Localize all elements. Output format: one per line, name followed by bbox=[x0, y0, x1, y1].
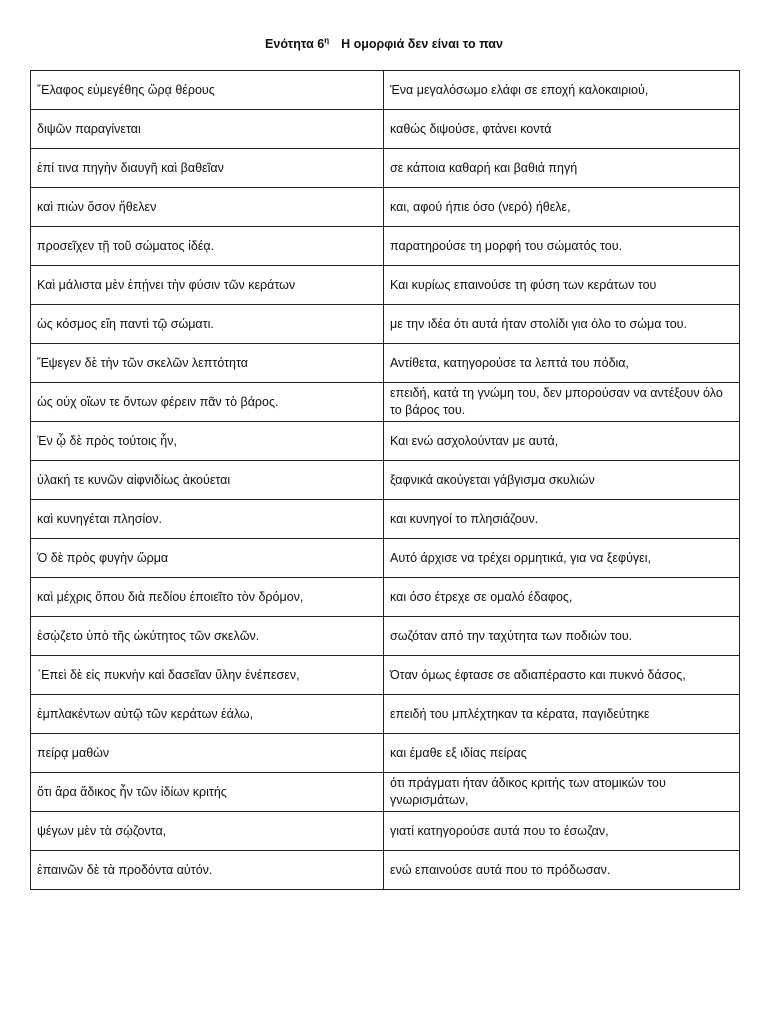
ancient-text-cell: ἐπαινῶν δὲ τὰ προδόντα αὐτόν. bbox=[31, 851, 384, 890]
modern-translation-cell: Αντίθετα, κατηγορούσε τα λεπτά του πόδια, bbox=[384, 344, 740, 383]
ancient-text-cell: καὶ μέχρις ὅπου διὰ πεδίου ἐποιεῖτο τὸν δρόμον, bbox=[31, 578, 384, 617]
modern-translation-cell: και έμαθε εξ ιδίας πείρας bbox=[384, 734, 740, 773]
modern-translation-cell: Και κυρίως επαινούσε τη φύση των κεράτων του bbox=[384, 266, 740, 305]
table-row bbox=[31, 227, 740, 266]
ancient-text-cell: ἐπί τινα πηγὴν διαυγῆ καὶ βαθεῖαν bbox=[31, 149, 384, 188]
table-row bbox=[31, 422, 740, 461]
table-row bbox=[31, 695, 740, 734]
table-row bbox=[31, 266, 740, 305]
table-row bbox=[31, 110, 740, 149]
ancient-text-cell: Ἔψεγεν δὲ τὴν τῶν σκελῶν λεπτότητα bbox=[31, 344, 384, 383]
modern-translation-cell: γιατί κατηγορούσε αυτά που το έσωζαν, bbox=[384, 812, 740, 851]
table-row bbox=[31, 383, 740, 422]
modern-translation-cell: ότι πράγματι ήταν άδικος κριτής των ατομικών του γνωρισμάτων, bbox=[384, 773, 740, 812]
ancient-text-cell: ὡς οὐχ οἵων τε ὄντων φέρειν πᾶν τὸ βάρος. bbox=[31, 383, 384, 422]
modern-translation-cell: και όσο έτρεχε σε ομαλό έδαφος, bbox=[384, 578, 740, 617]
ancient-text-cell: ὡς κόσμος εἴη παντὶ τῷ σώματι. bbox=[31, 305, 384, 344]
table-row bbox=[31, 461, 740, 500]
ancient-text-cell: ψέγων μὲν τὰ σῴζοντα, bbox=[31, 812, 384, 851]
ancient-text-cell: ὑλακή τε κυνῶν αἰφνιδίως ἀκούεται bbox=[31, 461, 384, 500]
ancient-text-cell: ἐμπλακέντων αὐτῷ τῶν κεράτων ἑάλω, bbox=[31, 695, 384, 734]
modern-translation-cell: επειδή, κατά τη γνώμη του, δεν μπορούσαν να αντέξουν όλο το βάρος του. bbox=[384, 383, 740, 422]
table-row bbox=[31, 812, 740, 851]
modern-translation-cell: Ένα μεγαλόσωμο ελάφι σε εποχή καλοκαιριού, bbox=[384, 71, 740, 110]
table-row bbox=[31, 188, 740, 227]
ancient-text-cell: καὶ κυνηγέται πλησίον. bbox=[31, 500, 384, 539]
table-row bbox=[31, 851, 740, 890]
ancient-text-cell: Ἐν ᾧ δὲ πρὸς τούτοις ἦν, bbox=[31, 422, 384, 461]
modern-translation-cell: Όταν όμως έφτασε σε αδιαπέραστο και πυκνό δάσος, bbox=[384, 656, 740, 695]
modern-translation-cell: παρατηρούσε τη μορφή του σώματός του. bbox=[384, 227, 740, 266]
table-row bbox=[31, 149, 740, 188]
modern-translation-cell: με την ιδέα ότι αυτά ήταν στολίδι για όλο το σώμα του. bbox=[384, 305, 740, 344]
ancient-text-cell: ᾿Επεὶ δὲ εἰς πυκνὴν καὶ δασεῖαν ὕλην ἐνέπεσεν, bbox=[31, 656, 384, 695]
ancient-text-cell: ὅτι ἄρα ἄδικος ἦν τῶν ἰδίων κριτής bbox=[31, 773, 384, 812]
table-row bbox=[31, 71, 740, 110]
modern-translation-cell: και, αφού ήπιε όσο (νερό) ήθελε, bbox=[384, 188, 740, 227]
ancient-text-cell: πείρᾳ μαθὼν bbox=[31, 734, 384, 773]
modern-translation-cell: και κυνηγοί το πλησιάζουν. bbox=[384, 500, 740, 539]
translation-table bbox=[30, 70, 740, 890]
modern-translation-cell: σε κάποια καθαρή και βαθιά πηγή bbox=[384, 149, 740, 188]
modern-translation-cell: ενώ επαινούσε αυτά που το πρόδωσαν. bbox=[384, 851, 740, 890]
modern-translation-cell: καθώς διψούσε, φτάνει κοντά bbox=[384, 110, 740, 149]
table-row bbox=[31, 539, 740, 578]
table-row bbox=[31, 578, 740, 617]
ancient-text-cell: προσεῖχεν τῇ τοῦ σώματος ἰδέᾳ. bbox=[31, 227, 384, 266]
title-prefix: Ενότητα 6 bbox=[265, 37, 325, 51]
page-title bbox=[0, 34, 768, 54]
modern-translation-cell: επειδή του μπλέχτηκαν τα κέρατα, παγιδεύτηκε bbox=[384, 695, 740, 734]
ancient-text-cell: ῎Ελαφος εὐμεγέθης ὥρᾳ θέρους bbox=[31, 71, 384, 110]
modern-translation-cell: ξαφνικά ακούγεται γάβγισμα σκυλιών bbox=[384, 461, 740, 500]
ancient-text-cell: Ὁ δὲ πρὸς φυγὴν ὥρμα bbox=[31, 539, 384, 578]
ancient-text-cell: διψῶν παραγίνεται bbox=[31, 110, 384, 149]
modern-translation-cell: Και ενώ ασχολούνταν με αυτά, bbox=[384, 422, 740, 461]
ancient-text-cell: καὶ πιὼν ὅσον ἤθελεν bbox=[31, 188, 384, 227]
ancient-text-cell: ἐσῴζετο ὑπὸ τῆς ὠκύτητος τῶν σκελῶν. bbox=[31, 617, 384, 656]
title-superscript: η bbox=[324, 35, 330, 45]
table-row bbox=[31, 305, 740, 344]
table-row bbox=[31, 500, 740, 539]
translation-table-body bbox=[31, 71, 740, 890]
modern-translation-cell: σωζόταν από την ταχύτητα των ποδιών του. bbox=[384, 617, 740, 656]
table-row bbox=[31, 344, 740, 383]
modern-translation-cell: Αυτό άρχισε να τρέχει ορμητικά, για να ξεφύγει, bbox=[384, 539, 740, 578]
table-row bbox=[31, 773, 740, 812]
table-row bbox=[31, 617, 740, 656]
title-main: Η ομορφιά δεν είναι το παν bbox=[341, 37, 503, 51]
ancient-text-cell: Καὶ μάλιστα μὲν ἐπῄνει τὴν φύσιν τῶν κεράτων bbox=[31, 266, 384, 305]
table-row bbox=[31, 656, 740, 695]
table-row bbox=[31, 734, 740, 773]
